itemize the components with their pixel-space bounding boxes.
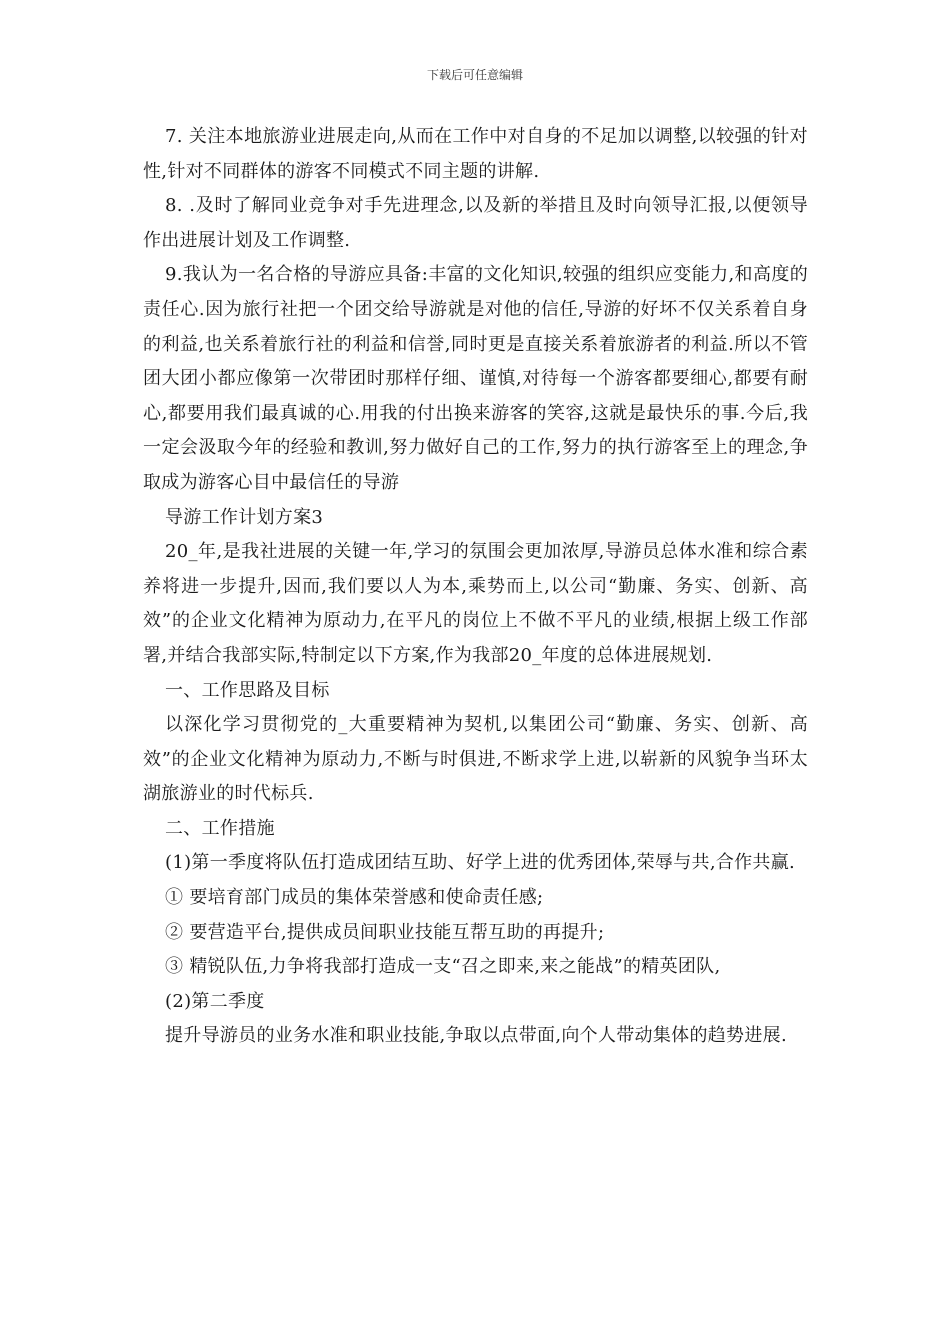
paragraph-q2: 提升导游员的业务水准和职业技能,争取以点带面,向个人带动集体的趋势进展. bbox=[165, 1025, 787, 1047]
section-title-plan-3: 导游工作计划方案3 bbox=[165, 506, 324, 528]
list-item-3: ③ 精锐队伍,力争将我部打造成一支“召之即来,来之能战”的精英团队, bbox=[165, 956, 721, 978]
paragraph-item-7: 7. 关注本地旅游业进展走向,从而在工作中对自身的不足加以调整,以较强的针对性,针对不同群体的游客不同模式不同主题的讲解. bbox=[143, 126, 808, 182]
document-body bbox=[143, 120, 808, 1054]
heading-work-measures: 二、工作措施 bbox=[165, 817, 275, 839]
heading-work-ideas: 一、工作思路及目标 bbox=[165, 679, 330, 701]
heading-q2: (2)第二季度 bbox=[165, 990, 265, 1012]
paragraph-q1: (1)第一季度将队伍打造成团结互助、好学上进的优秀团体,荣辱与共,合作共赢. bbox=[165, 852, 796, 874]
paragraph-item-9: 9.我认为一名合格的导游应具备:丰富的文化知识,较强的组织应变能力,和高度的责任心.因为旅行社把一个团交给导游就是对他的信任,导游的好坏不仅关系着自身的利益,也关系着旅行社的利益和信誉,同时更是直接关系着旅游者的利益.所以不管团大团小都应像第一次带团时那样仔细、谨慎,对待每一个游客都要细心,都要有耐心,都要用我们最真诚的心.用我的付出换来游客的笑容,这就是最快乐的事.今后,我一定会汲取今年的经验和教训,努力做好自己的工作,努力的执行游客至上的理念,争取成为游客心目中最信任的导游 bbox=[143, 264, 808, 493]
list-item-1: ① 要培育部门成员的集体荣誉感和使命责任感; bbox=[165, 887, 544, 909]
paragraph-intro: 20_年,是我社进展的关键一年,学习的氛围会更加浓厚,导游员总体水准和综合素养将进一步提升,因而,我们要以人为本,乘势而上,以公司“勤廉、务实、创新、高效”的企业文化精神为原动力,在平凡的岗位上不做不平凡的业绩,根据上级工作部署,并结合我部实际,特制定以下方案,作为我部20_年度的总体进展规划. bbox=[143, 541, 808, 666]
paragraph-item-8: 8. .及时了解同业竞争对手先进理念,以及新的举措且及时向领导汇报,以便领导作出进展计划及工作调整. bbox=[143, 195, 808, 251]
paragraph-work-ideas: 以深化学习贯彻党的_大重要精神为契机,以集团公司“勤廉、务实、创新、高效”的企业文化精神为原动力,不断与时俱进,不断求学上进,以崭新的风貌争当环太湖旅游业的时代标兵. bbox=[143, 714, 808, 805]
list-item-2: ② 要营造平台,提供成员间职业技能互帮互助的再提升; bbox=[165, 921, 605, 943]
page-header-note: 下载后可任意编辑 bbox=[426, 68, 523, 82]
